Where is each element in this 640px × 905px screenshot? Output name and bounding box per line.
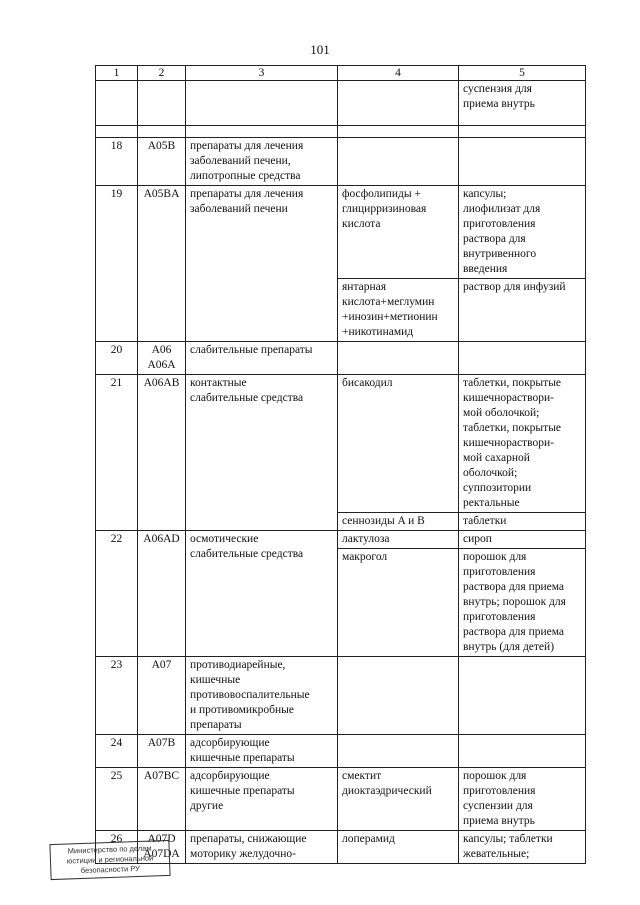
cell-text-line: макрогол [342,551,388,563]
cell-text-line: жевательные; [463,848,530,860]
cell-text-line: приема внутрь [463,98,535,110]
group-cell [186,138,338,186]
cell-text-line: A07D [147,833,176,845]
stamp-line: безопасности РУ [80,863,141,876]
table-row [96,342,586,375]
column-header: 2 [138,66,186,81]
atc-code-cell [138,735,186,768]
drug-name-cell [338,531,459,549]
cell-text-line: порошок для [463,551,527,563]
drug-name-cell [338,735,459,768]
cell-text-line: моторику желудочно- [190,848,296,860]
drug-name-cell [338,831,459,864]
cell-text-line: заболеваний печени, [190,155,291,167]
cell-text-line: A07BC [143,770,180,782]
row-number-cell: 19 [96,186,138,342]
table-row [96,735,586,768]
cell-text-line: ректальные [463,497,520,509]
row-number-cell: 23 [96,657,138,735]
cell-text-line: таблетки, покрытые [463,422,562,434]
atc-code-cell [138,531,186,657]
cell-text-line: препараты для лечения [190,140,304,152]
cell-text-line: A07 [151,659,172,671]
dosage-form-cell [459,831,586,864]
dosage-form-cell [459,138,586,186]
cell-text-line: лактулоза [342,533,390,545]
page-number: 101 [310,42,330,57]
cell-text-line: сеннозиды A и B [342,515,425,527]
cell-text-line: препараты, снижающие [190,833,307,845]
cell-text-line: суспензии для [463,800,533,812]
cell-text-line: мой сахарной [463,452,530,464]
table-row [96,138,586,186]
cell-text-line: приема внутрь [463,815,535,827]
dosage-form-cell [459,279,586,342]
dosage-form-cell [459,342,586,375]
cell-text-line: кишечные препараты [190,752,295,764]
cell-text-line: бисакодил [342,377,393,389]
row-number-cell: 20 [96,342,138,375]
cell-text-line: адсорбирующие [190,737,270,749]
cell-text-line: сироп [463,533,492,545]
table-row [96,375,586,513]
row-number-cell: 24 [96,735,138,768]
cell-text-line: таблетки, покрытые [463,377,562,389]
dosage-form-cell [459,81,586,126]
group-cell [186,342,338,375]
table-row [96,657,586,735]
group-cell [186,831,338,864]
group-cell [186,81,338,126]
cell-text-line: слабительные препараты [190,344,313,356]
cell-text-line: таблетки [463,515,507,527]
cell-text-line: кишечные препараты [190,785,295,797]
cell-text-line: лиофилизат для [463,203,541,215]
group-cell [186,375,338,531]
cell-text-line: A06AD [143,533,180,545]
drug-name-cell [338,375,459,513]
dosage-form-cell [459,513,586,531]
table-row [96,531,586,549]
cell-text-line: порошок для [463,770,527,782]
cell-text-line: A07DA [143,848,180,860]
drug-table [95,65,586,864]
row-number-cell: 25 [96,768,138,831]
cell-text-line: капсулы; таблетки [463,833,553,845]
cell-text-line: слабительные средства [190,548,304,560]
stamp-line: Министерство по делам [67,843,152,856]
header-row [96,66,586,81]
cell-text-line: препараты [190,719,242,731]
dosage-form-cell [459,657,586,735]
cell-text-line: приготовления [463,785,536,797]
drug-name-cell [338,138,459,186]
cell-text-line: внутрь; порошок для [463,596,566,608]
cell-text-line: +никотинамид [342,326,414,338]
atc-code-cell [138,138,186,186]
cell-text-line: диоктаэдрический [342,785,432,797]
row-number-cell: 26 [96,831,138,864]
cell-text-line: янтарная [342,281,387,293]
table-row [96,186,586,279]
cell-text-line: лоперамид [342,833,395,845]
table-row [96,81,586,126]
cell-text-line: кишечные [190,674,241,686]
drug-name-cell [338,657,459,735]
group-cell [186,735,338,768]
cell-text-line: раствора для приема [463,581,565,593]
cell-text-line: другие [190,800,224,812]
cell-text-line: внутривенного [463,248,537,260]
atc-code-cell [138,186,186,342]
drug-name-cell [338,342,459,375]
cell-text-line: липотропные средства [190,170,301,182]
drug-name-cell [338,549,459,657]
cell-text-line: раствора для [463,233,526,245]
cell-text-line: оболочкой; [463,467,518,479]
drug-name-cell [338,513,459,531]
ministry-stamp [49,840,170,880]
cell-text-line: кишечнораствори- [463,437,554,449]
cell-text-line: раствор для инфузий [463,281,566,293]
cell-text-line: приготовления [463,218,536,230]
group-cell [186,768,338,831]
row-number-cell: 21 [96,375,138,531]
cell-text-line: A06 [151,344,172,356]
drug-name-cell [338,768,459,831]
cell-text-line: препараты для лечения [190,188,304,200]
stamp-line: юстиции и региональной [66,853,154,866]
cell-text-line: и противомикробные [190,704,294,716]
cell-text-line: кислота [342,218,381,230]
atc-code-cell [138,81,186,126]
atc-code-cell [138,657,186,735]
atc-code-cell [138,342,186,375]
cell-text-line: суспензия для [463,83,532,95]
drug-name-cell [338,279,459,342]
cell-text-line: противодиарейные, [190,659,286,671]
cell-text-line: внутрь (для детей) [463,641,555,653]
cell-text-line: приготовления [463,566,536,578]
group-cell [186,186,338,342]
dosage-form-cell [459,735,586,768]
atc-code-cell [138,375,186,531]
cell-text-line: приготовления [463,611,536,623]
cell-text-line: противовоспалительные [190,689,310,701]
cell-text-line: заболеваний печени [190,203,288,215]
cell-text-line: суппозитории [463,482,532,494]
cell-text-line: A07B [147,737,176,749]
dosage-form-cell [459,186,586,279]
dosage-form-cell [459,375,586,513]
cell-text-line: адсорбирующие [190,770,270,782]
cell-text-line: A06A [147,359,176,371]
cell-text-line: +инозин+метионин [342,311,438,323]
table-row [96,768,586,831]
atc-code-cell [138,768,186,831]
drug-name-cell [338,186,459,279]
cell-text-line: фосфолипиды + [342,188,421,200]
cell-text-line: слабительные средства [190,392,304,404]
row-number-cell: 18 [96,138,138,186]
dosage-form-cell [459,549,586,657]
cell-text-line: A05B [147,140,176,152]
column-header: 5 [459,66,586,81]
group-cell [186,657,338,735]
column-header: 4 [338,66,459,81]
cell-text-line: кислота+меглумин [342,296,435,308]
table-row [96,126,586,138]
cell-text-line: мой оболочкой; [463,407,540,419]
cell-text-line: смектит [342,770,382,782]
dosage-form-cell [459,768,586,831]
row-number-cell: 22 [96,531,138,657]
cell-text-line: раствора для приема [463,626,565,638]
drug-name-cell [338,81,459,126]
cell-text-line: осмотические [190,533,259,545]
row-number-cell [96,81,138,126]
cell-text-line: капсулы; [463,188,507,200]
cell-text-line: введения [463,263,508,275]
cell-text-line: кишечнораствори- [463,392,554,404]
cell-text-line: A06AB [143,377,180,389]
cell-text-line: глицирризиновая [342,203,427,215]
dosage-form-cell [459,531,586,549]
cell-text-line: A05BA [143,188,180,200]
group-cell [186,531,338,657]
column-header: 1 [96,66,138,81]
column-header: 3 [186,66,338,81]
cell-text-line: контактные [190,377,247,389]
